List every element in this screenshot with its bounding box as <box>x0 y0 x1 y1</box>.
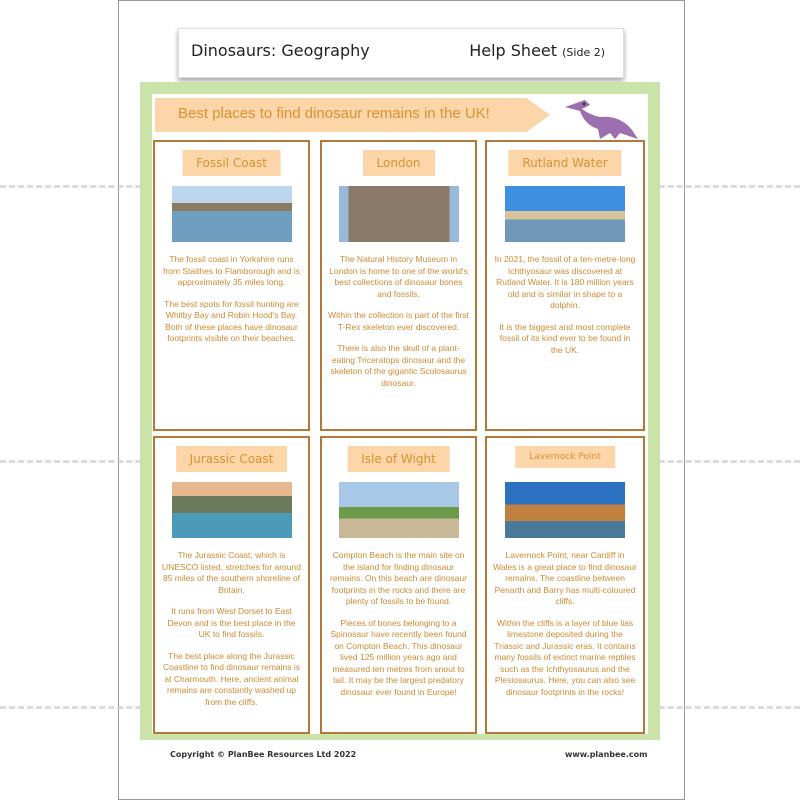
card-paragraph: Within the cliffs is a layer of blue lias limestone deposited during the Triassic and Jurassic eras. It contains many fossils of extinct marine reptiles such as the Ichthyosaurus and the Plesiosaurus. Here, you can also see dinosaur footprints in the rocks! <box>494 617 636 697</box>
card-paragraph: There is also the skull of a plant-eating Triceratops dinosaur and the skeleton of the gigantic Scolosaurus dinosaur. <box>330 343 467 388</box>
help-sheet-text: Help Sheet <box>469 41 558 60</box>
location-card <box>320 436 477 734</box>
location-card <box>485 140 645 431</box>
help-sheet-label <box>469 41 605 60</box>
banner-text: Best places to find dinosaur remains in the UK! <box>178 105 490 122</box>
card-description <box>328 550 469 708</box>
copyright: Copyright © PlanBee Resources Ltd 2022 <box>170 750 357 759</box>
card-title: Lavernock Point <box>515 446 615 468</box>
location-photo <box>339 186 459 242</box>
page-title: Dinosaurs: Geography <box>191 41 370 60</box>
card-paragraph: Within the collection is part of the first T-Rex skeleton ever discovered. <box>328 310 469 332</box>
card-description <box>328 254 469 399</box>
website-link[interactable]: www.planbee.com <box>565 750 648 759</box>
card-title: Fossil Coast <box>182 150 281 176</box>
location-photo <box>172 186 292 242</box>
card-description <box>493 550 637 708</box>
card-paragraph: Lavernock Point, near Cardiff in Wales is a great place to find dinosaur remains. The coastline between Penarth and Barry has multi-coloured cliffs. <box>493 550 637 606</box>
card-paragraph: In 2021, the fossil of a ten-metre-long Ichthyosaur was discovered at Rutland Water. It is 180 million years old and is similar in shape to a dolphin. <box>494 254 636 310</box>
card-title: London <box>363 150 435 176</box>
card-paragraph: The best place along the Jurassic Coastline to find dinosaur remains is at Charmouth. Here, ancient animal remains are constantly washed up from the cliffs. <box>162 650 300 707</box>
location-photo <box>172 482 292 538</box>
card-description <box>493 254 637 366</box>
card-description <box>161 254 302 355</box>
location-card <box>153 140 310 431</box>
side-label: (Side 2) <box>562 46 605 59</box>
card-paragraph: The Jurassic Coast, which is UNESCO listed, stretches for around 85 miles of the southern shoreline of Britain. <box>162 550 301 595</box>
location-card <box>485 436 645 734</box>
card-paragraph: It runs from West Dorset to East Devon and is the best place in the UK to find fossils. <box>167 606 296 639</box>
card-description <box>161 550 302 718</box>
location-photo <box>505 186 625 242</box>
card-paragraph: It is the biggest and most complete fossil of its kind ever to be found in the UK. <box>499 321 631 355</box>
card-title: Jurassic Coast <box>176 446 288 472</box>
location-photo <box>505 482 625 538</box>
card-paragraph: Compton Beach is the main site on the island for finding dinosaur remains. On this beach are dinosaur footprints in the rocks and there are plenty of fossils to be found. <box>329 550 468 606</box>
card-title: Isle of Wight <box>347 446 450 472</box>
location-card <box>153 436 310 734</box>
location-card <box>320 140 477 431</box>
card-paragraph: The Natural History Museum in London is home to one of the world's best collections of dinosaur bones and fossils. <box>329 254 468 299</box>
card-title: Rutland Water <box>508 150 621 176</box>
location-photo <box>339 482 459 538</box>
card-paragraph: The fossil coast in Yorkshire runs from Staithes to Flamborough and is approximately 35 miles long. <box>162 254 300 287</box>
card-paragraph: The best spots for fossil hunting are Whitby Bay and Robin Hood's Bay. Both of these places have dinosaur footprints visible on their beaches. <box>164 298 299 343</box>
dinosaur-icon <box>560 95 640 140</box>
page-header <box>178 28 624 78</box>
card-paragraph: Pieces of bones belonging to a Spinosaur have recently been found on Compton Beach. This dinosaur lived 125 million years ago and measured ten metres from snout to tail. It may be the largest predatory dinosaur ever found in Europe! <box>330 617 467 697</box>
